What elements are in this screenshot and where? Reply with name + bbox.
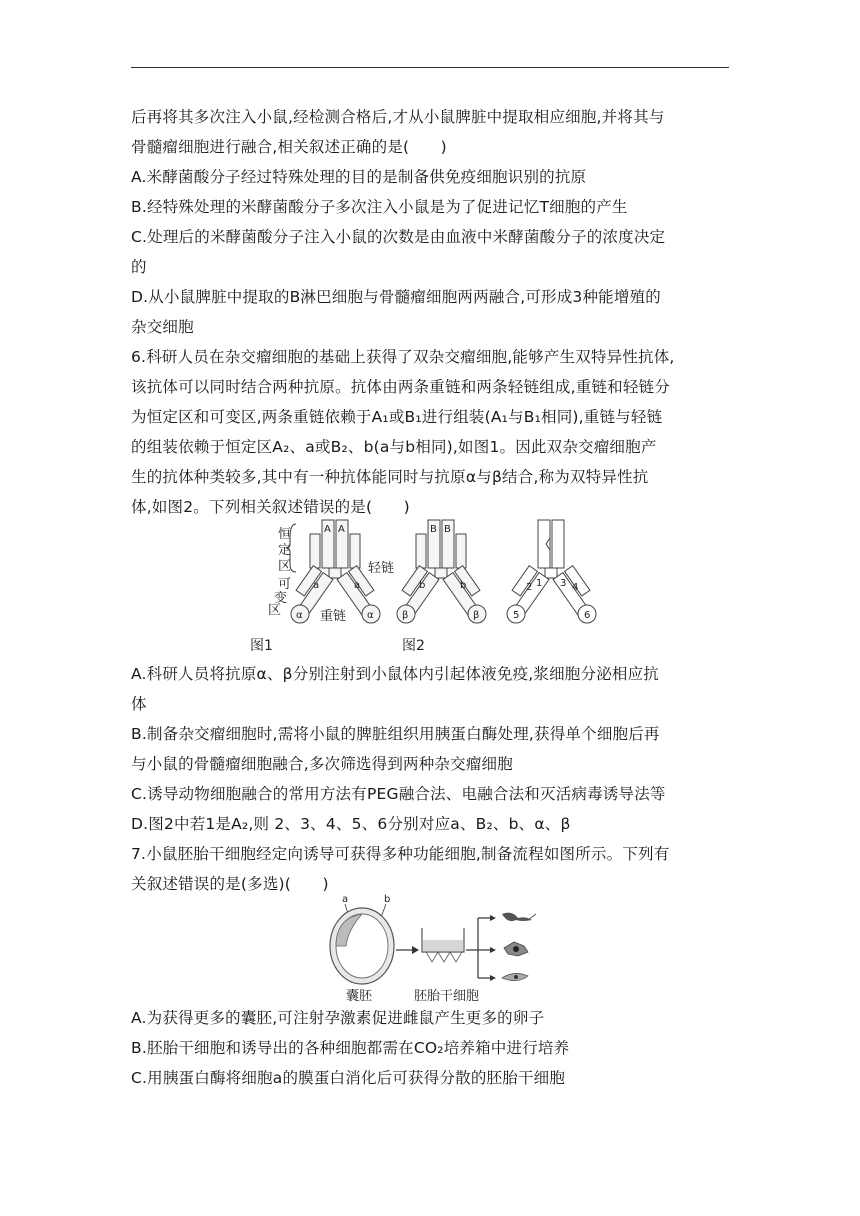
label-A: A [324,524,331,535]
text-line: 杂交细胞 [131,318,194,336]
antigen-alpha: α [296,610,303,621]
label-a: a [354,580,361,591]
num-3: 3 [560,578,567,589]
light-chain-label: 轻链 [368,561,395,576]
option-a: A.为获得更多的囊胚,可注射孕激素促进雌鼠产生更多的卵子 [131,1009,545,1027]
figure-2-caption: 图2 [402,638,425,654]
num-6: 6 [584,610,591,621]
text-line: 该抗体可以同时结合两种抗原。抗体由两条重链和两条轻链组成,重链和轻链分 [131,378,670,396]
region-label: 可 [278,577,292,592]
nerve-cell [502,913,532,921]
blastocyst-label: 囊胚 [346,989,373,1002]
option-b: B.胚胎干细胞和诱导出的各种细胞都需在CO₂培养箱中进行培养 [131,1039,570,1057]
option-c: C.用胰蛋白酶将细胞a的膜蛋白消化后可获得分散的胚胎干细胞 [131,1069,566,1087]
label-b: b [384,894,391,905]
text-line: 为恒定区和可变区,两条重链依赖于A₁或B₁进行组装(A₁与B₁相同),重链与轻链 [131,408,663,426]
figure-1-caption: 图1 [250,638,273,654]
label-A: A [338,524,345,535]
text-line: 骨髓瘤细胞进行融合,相关叙述正确的是( ) [131,138,447,156]
label-a: a [313,580,320,591]
text-line: 的组装依赖于恒定区A₂、a或B₂、b(a与b相同),如图1。因此双杂交瘤细胞产 [131,438,657,456]
text-line: 生的抗体种类较多,其中有一种抗体能同时与抗原α与β结合,称为双特异性抗 [131,468,649,486]
region-label: 恒 [278,527,292,542]
num-4: 4 [572,582,579,593]
antigen-alpha: α [367,610,374,621]
text-line: 后再将其多次注入小鼠,经检测合格后,才从小鼠脾脏中提取相应细胞,并将其与 [131,108,665,126]
option-a: A.米酵菌酸分子经过特殊处理的目的是制备供免疫细胞识别的抗原 [131,168,587,186]
antibody-3 [502,520,601,623]
num-5: 5 [513,610,520,621]
label-B: B [444,524,451,535]
option-c: C.诱导动物细胞融合的常用方法有PEG融合法、电融合法和灭活病毒诱导法等 [131,785,666,803]
label-b: b [419,580,426,591]
label-b: b [460,580,467,591]
option-b: B.制备杂交瘤细胞时,需将小鼠的脾脏组织用胰蛋白酶处理,获得单个细胞后再 [131,725,660,743]
antibody-figure [250,516,620,656]
region-label: 区 [268,603,282,618]
question-6: 6.科研人员在杂交瘤细胞的基础上获得了双杂交瘤细胞,能够产生双特异性抗体, [131,348,675,366]
text-line: 体,如图2。下列相关叙述错误的是( ) [131,498,410,516]
esc-label: 胚胎干细胞 [414,989,480,1002]
text-line: 关叙述错误的是(多选)( ) [131,875,329,893]
antigen-beta: β [473,610,480,621]
option-c: C.处理后的米酵菌酸分子注入小鼠的次数是由血液中米酵菌酸分子的浓度决定 [131,228,666,246]
num-2: 2 [526,582,533,593]
region-label: 变 [274,591,288,606]
option-a: A.科研人员将抗原α、β分别注射到小鼠体内引起体液免疫,浆细胞分泌相应抗 [131,665,659,683]
option-b: B.经特殊处理的米酵菌酸分子多次注入小鼠是为了促进记忆T细胞的产生 [131,198,628,216]
embryonic-stem-cell-figure [322,890,540,1002]
num-1: 1 [536,578,543,589]
question-7: 7.小鼠胚胎干细胞经定向诱导可获得多种功能细胞,制备流程如图所示。下列有 [131,845,670,863]
text-line: 与小鼠的骨髓瘤细胞融合,多次筛选得到两种杂交瘤细胞 [131,755,513,773]
header-rule [131,67,729,68]
option-d: D.从小鼠脾脏中提取的B淋巴细胞与骨髓瘤细胞两两融合,可形成3种能增殖的 [131,288,661,306]
antibody-2 [392,520,491,623]
heavy-chain-label: 重链 [320,609,347,624]
label-a: a [342,894,349,905]
text-line: 体 [131,695,147,713]
label-B: B [430,524,437,535]
text-line: 的 [131,258,147,276]
option-d: D.图2中若1是A₂,则 2、3、4、5、6分别对应a、B₂、b、α、β [131,815,571,833]
region-label: 区 [278,559,292,574]
antigen-beta: β [402,610,409,621]
region-label: 定 [278,543,292,558]
